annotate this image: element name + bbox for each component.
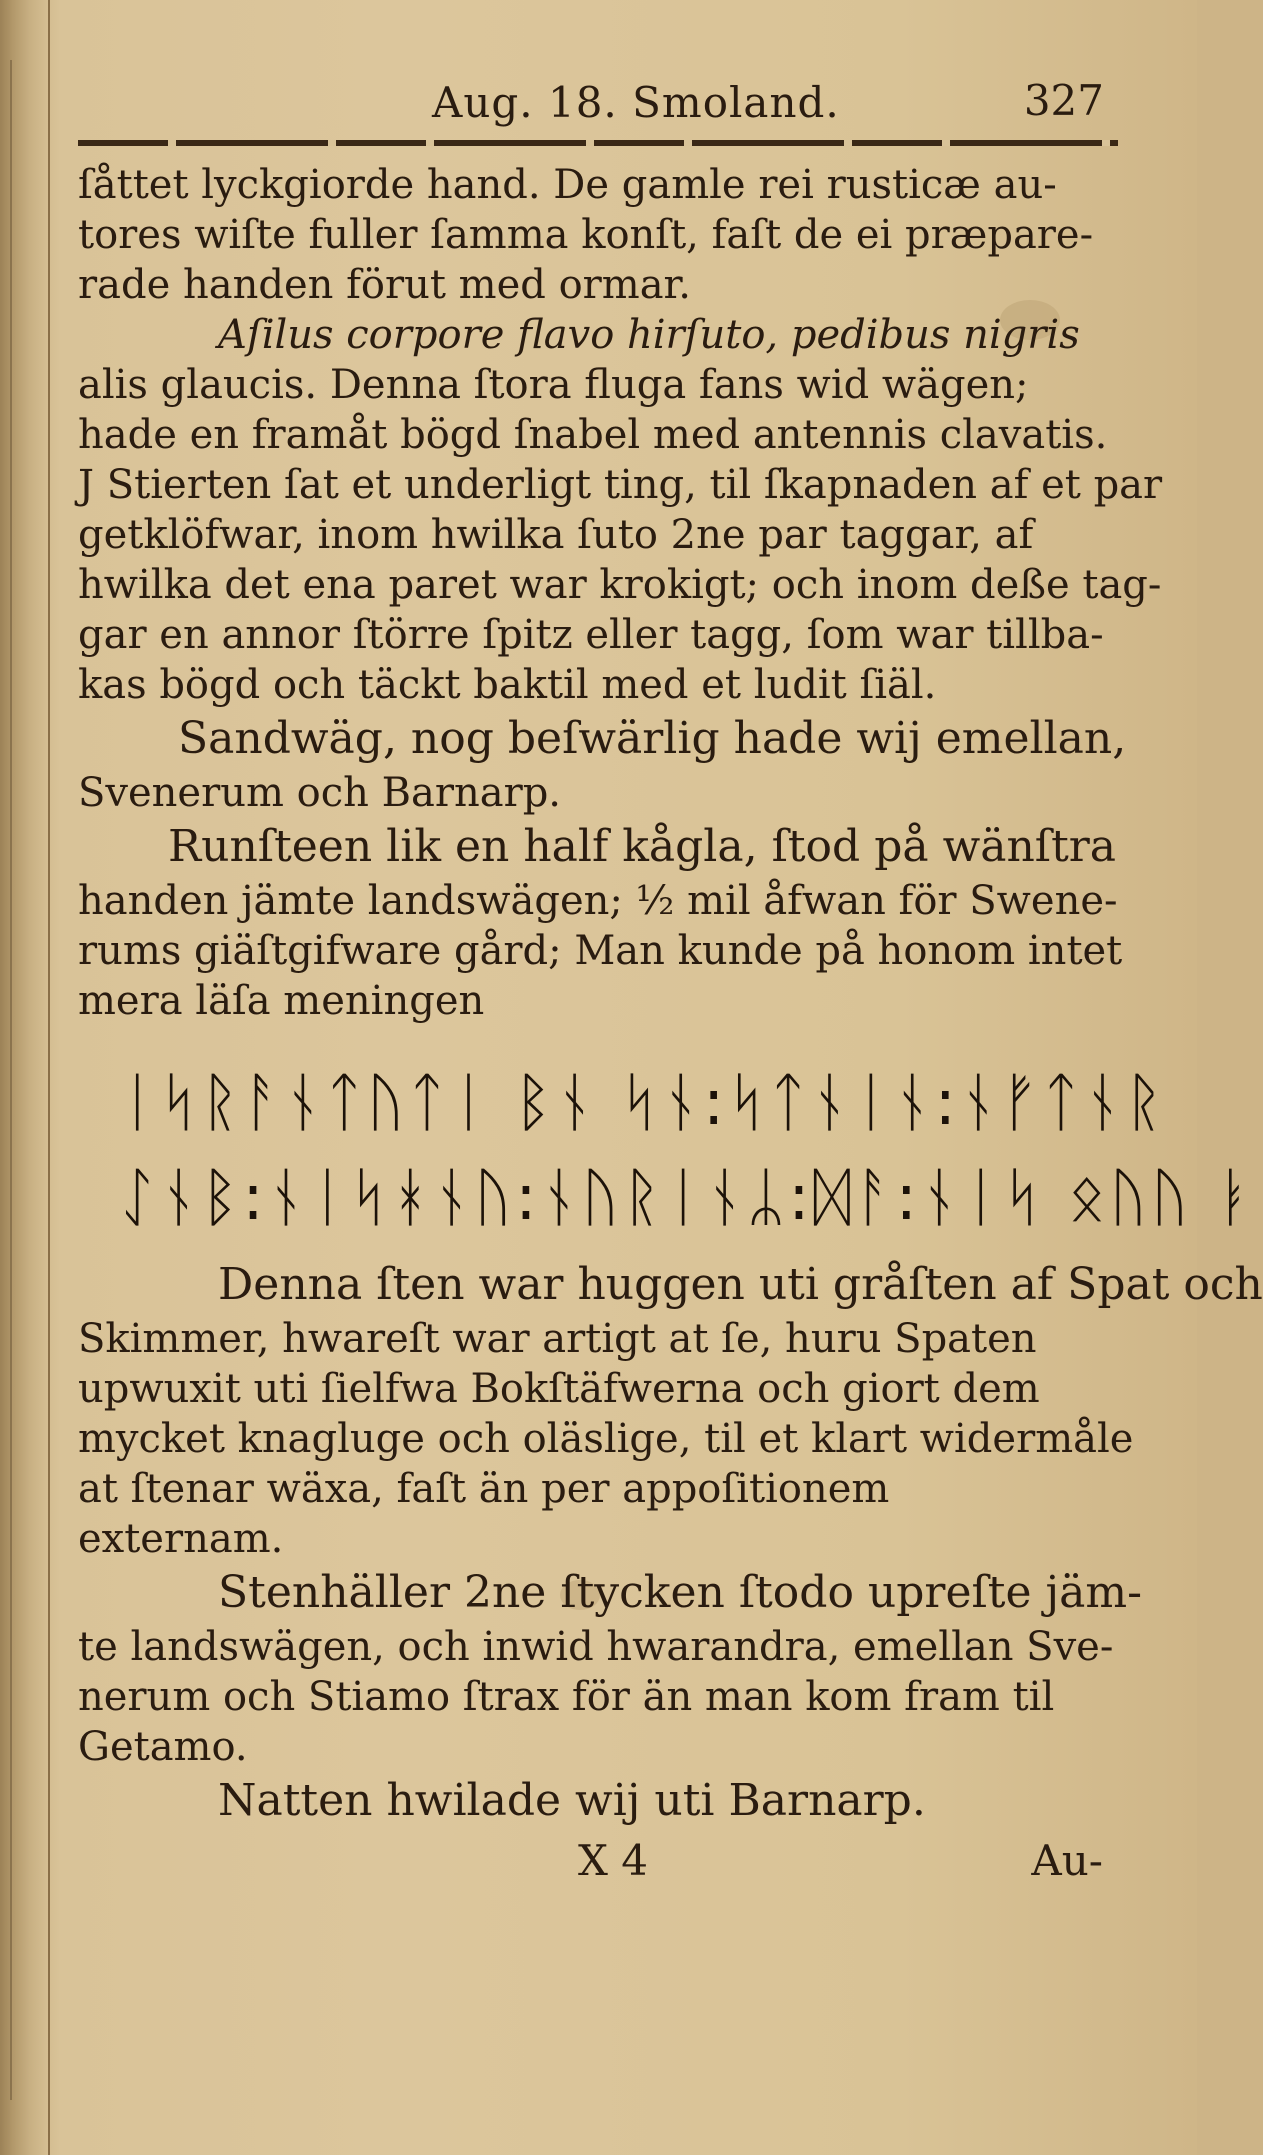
text-line: upwuxit uti ſielfwa Bokſtäfwerna och giort dem bbox=[78, 1366, 1040, 1412]
text-line: te landswägen, och inwid hwarandra, emellan Sve- bbox=[78, 1624, 1114, 1670]
text-line: gar en annor ſtörre ſpitz eller tagg, ſom war tillba- bbox=[78, 612, 1104, 658]
text-line: nerum och Stiamo ſtrax för än man kom fram til bbox=[78, 1674, 1055, 1720]
page-body bbox=[78, 160, 1263, 1904]
runic-inscription bbox=[78, 1026, 1257, 1256]
text-line: rums giäſtgifware gård; Man kunde på honom intet bbox=[78, 928, 1123, 974]
text-line: externam. bbox=[78, 1516, 284, 1562]
header-rule bbox=[78, 140, 1118, 146]
text-line: Runſteen lik en half kågla, ſtod på wänſtra bbox=[168, 821, 1117, 872]
text-line: Skimmer, hwareſt war artigt at ſe, huru Spaten bbox=[78, 1316, 1037, 1362]
text-line: mycket knagluge och oläslige, til et klart widermåle bbox=[78, 1416, 1134, 1462]
text-line: mera läſa meningen bbox=[78, 978, 485, 1024]
page-number: 327 bbox=[1023, 76, 1104, 125]
text-line: Natten hwilade wij uti Barnarp. bbox=[218, 1775, 926, 1826]
text-line: handen jämte landswägen; ½ mil åfwan för Swene- bbox=[78, 878, 1118, 924]
rune-row: ᛇᚾᛒ:ᚾᛁᛋᚼᚾᚢ:ᚾᚢᚱᛁᚾᛦ:ᛞᚨ:ᚾᛁᛋ ᛟᚢᚢ ᛓ bbox=[118, 1161, 1257, 1235]
text-line: kas bögd och täckt baktil med et ludit ſiäl. bbox=[78, 662, 937, 708]
text-line: rade handen förut med ormar. bbox=[78, 262, 691, 308]
latin-line: Aſilus corpore flavo hirſuto, pedibus nigris bbox=[218, 312, 1080, 358]
text-line: hwilka det ena paret war krokigt; och inom deße tag- bbox=[78, 562, 1162, 608]
text-line: tores wiſte fuller ſamma konſt, faſt de ei præpare- bbox=[78, 212, 1094, 258]
text-line: ſåttet lyckgiorde hand. De gamle rei rusticæ au- bbox=[78, 162, 1057, 208]
text-line: Getamo. bbox=[78, 1724, 248, 1770]
text-line: Stenhäller 2ne ſtycken ſtodo upreſte jäm- bbox=[218, 1567, 1142, 1618]
text-line: getklöfwar, inom hwilka ſuto 2ne par taggar, af bbox=[78, 512, 1034, 558]
text-line: Denna ſten war huggen uti gråſten af Spat och bbox=[218, 1259, 1263, 1310]
book-gutter bbox=[0, 0, 50, 2155]
page-header bbox=[78, 70, 1118, 130]
text-line: J Stierten ſat et underligt ting, til ſkapnaden af et par bbox=[78, 462, 1163, 508]
text-line: at ſtenar wäxa, faſt än per appoſitionem bbox=[78, 1466, 890, 1512]
page-footer bbox=[78, 1830, 1133, 1904]
book-page bbox=[78, 0, 1263, 2155]
text-line: alis glaucis. Denna ſtora fluga fans wid wägen; bbox=[78, 362, 1029, 408]
running-title: Aug. 18. Smoland. bbox=[432, 78, 840, 127]
signature-mark: X 4 bbox=[578, 1836, 648, 1885]
rune-row: ᛁᛋᚱᚨᚾᛏᚢᛏᛁ ᛒᚾ ᛋᚾ:ᛋᛏᚾᛁᚾ:ᚾᚠᛏᚾᚱ bbox=[118, 1066, 1167, 1140]
gutter-edge bbox=[10, 60, 12, 2100]
text-line: Sandwäg, nog beſwärlig hade wij emellan, bbox=[178, 713, 1127, 764]
text-line: Svenerum och Barnarp. bbox=[78, 770, 562, 816]
text-line: hade en framåt bögd ſnabel med antennis clavatis. bbox=[78, 412, 1108, 458]
catchword: Au- bbox=[1031, 1836, 1103, 1885]
